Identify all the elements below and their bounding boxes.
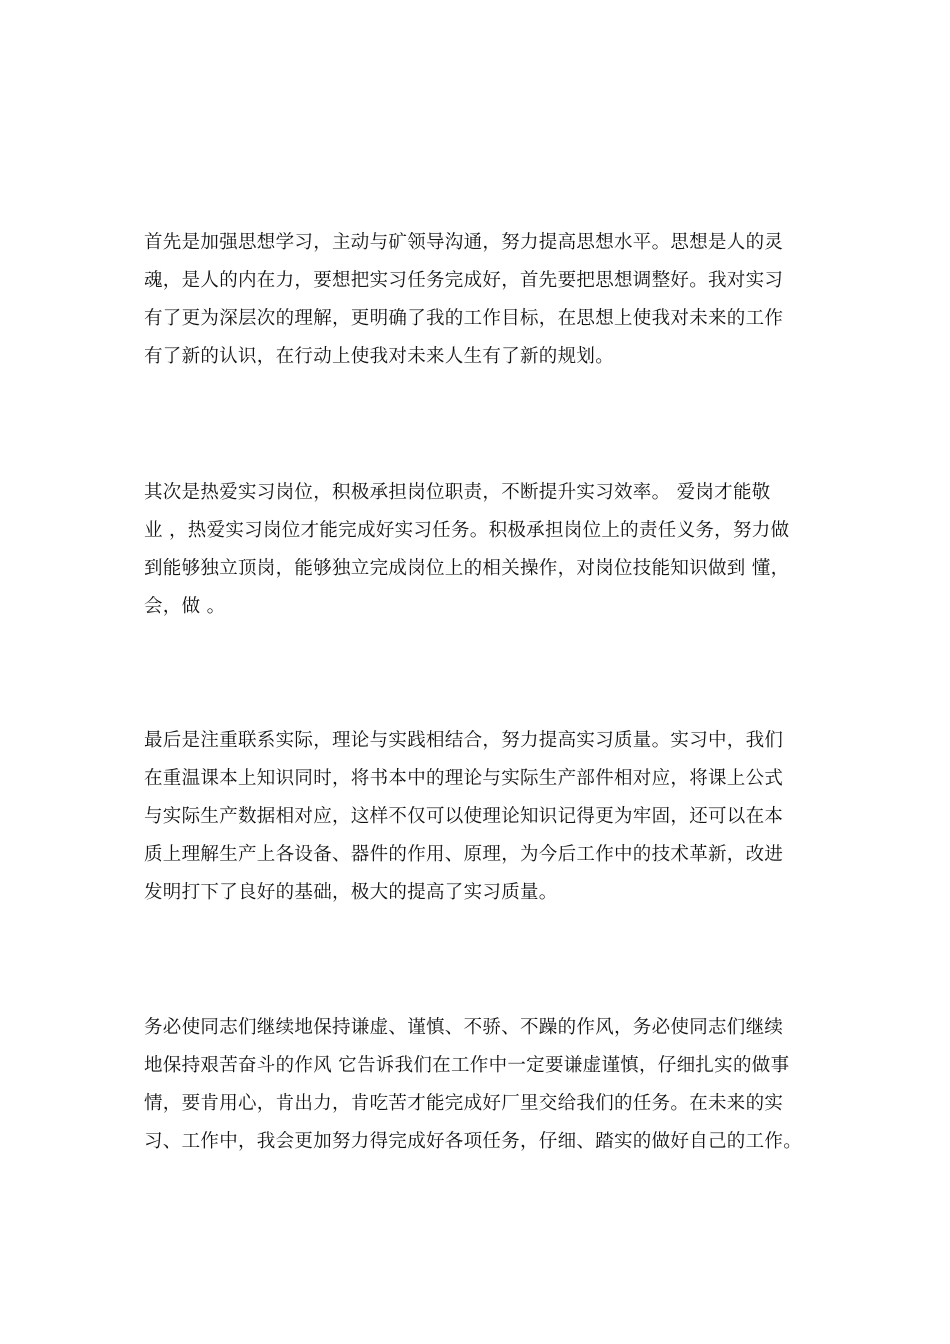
paragraph-line: 业 ，热爱实习岗位才能完成好实习任务。积极承担岗位上的责任义务，努力做 xyxy=(144,520,790,541)
paragraph-line: 务必使同志们继续地保持谦虚、谨慎、不骄、不躁的作风，务必使同志们继续 xyxy=(144,1017,784,1038)
paragraph-theory-practice xyxy=(144,722,814,912)
paragraph-line: 到能够独立顶岗，能够独立完成岗位上的相关操作，对岗位技能知识做到 懂， xyxy=(144,558,790,579)
paragraph-line: 有了更为深层次的理解，更明确了我的工作目标，在思想上使我对未来的工作 xyxy=(144,308,784,329)
paragraph-line: 质上理解生产上各设备、器件的作用、原理，为今后工作中的技术革新，改进 xyxy=(144,844,784,865)
paragraph-line: 情，要肯用心，肯出力，肯吃苦才能完成好厂里交给我们的任务。在未来的实 xyxy=(144,1093,784,1114)
paragraph-line: 地保持艰苦奋斗的作风 它告诉我们在工作中一定要谦虚谨慎，仔细扎实的做事 xyxy=(144,1055,790,1076)
paragraph-line: 在重温课本上知识同时，将书本中的理论与实际生产部件相对应，将课上公式 xyxy=(144,768,784,789)
paragraph-line: 有了新的认识，在行动上使我对未来人生有了新的规划。 xyxy=(144,346,615,367)
paragraph-line: 魂，是人的内在力，要想把实习任务完成好，首先要把思想调整好。我对实习 xyxy=(144,270,784,291)
paragraph-line: 习、工作中，我会更加努力得完成好各项任务，仔细、踏实的做好自己的工作。 xyxy=(144,1131,803,1152)
paragraph-line: 最后是注重联系实际，理论与实践相结合，努力提高实习质量。实习中，我们 xyxy=(144,730,784,751)
paragraph-thought-study xyxy=(144,224,814,376)
paragraph-love-post xyxy=(144,474,814,626)
paragraph-line: 其次是热爱实习岗位，积极承担岗位职责，不断提升实习效率。 爱岗才能敬 xyxy=(144,482,771,503)
paragraph-line: 发明打下了良好的基础，极大的提高了实习质量。 xyxy=(144,882,558,903)
paragraph-line: 与实际生产数据相对应，这样不仅可以使理论知识记得更为牢固，还可以在本 xyxy=(144,806,784,827)
paragraph-modesty xyxy=(144,1009,814,1161)
paragraph-line: 会，做 。 xyxy=(144,596,226,617)
paragraph-line: 首先是加强思想学习，主动与矿领导沟通，努力提高思想水平。思想是人的灵 xyxy=(144,232,784,253)
